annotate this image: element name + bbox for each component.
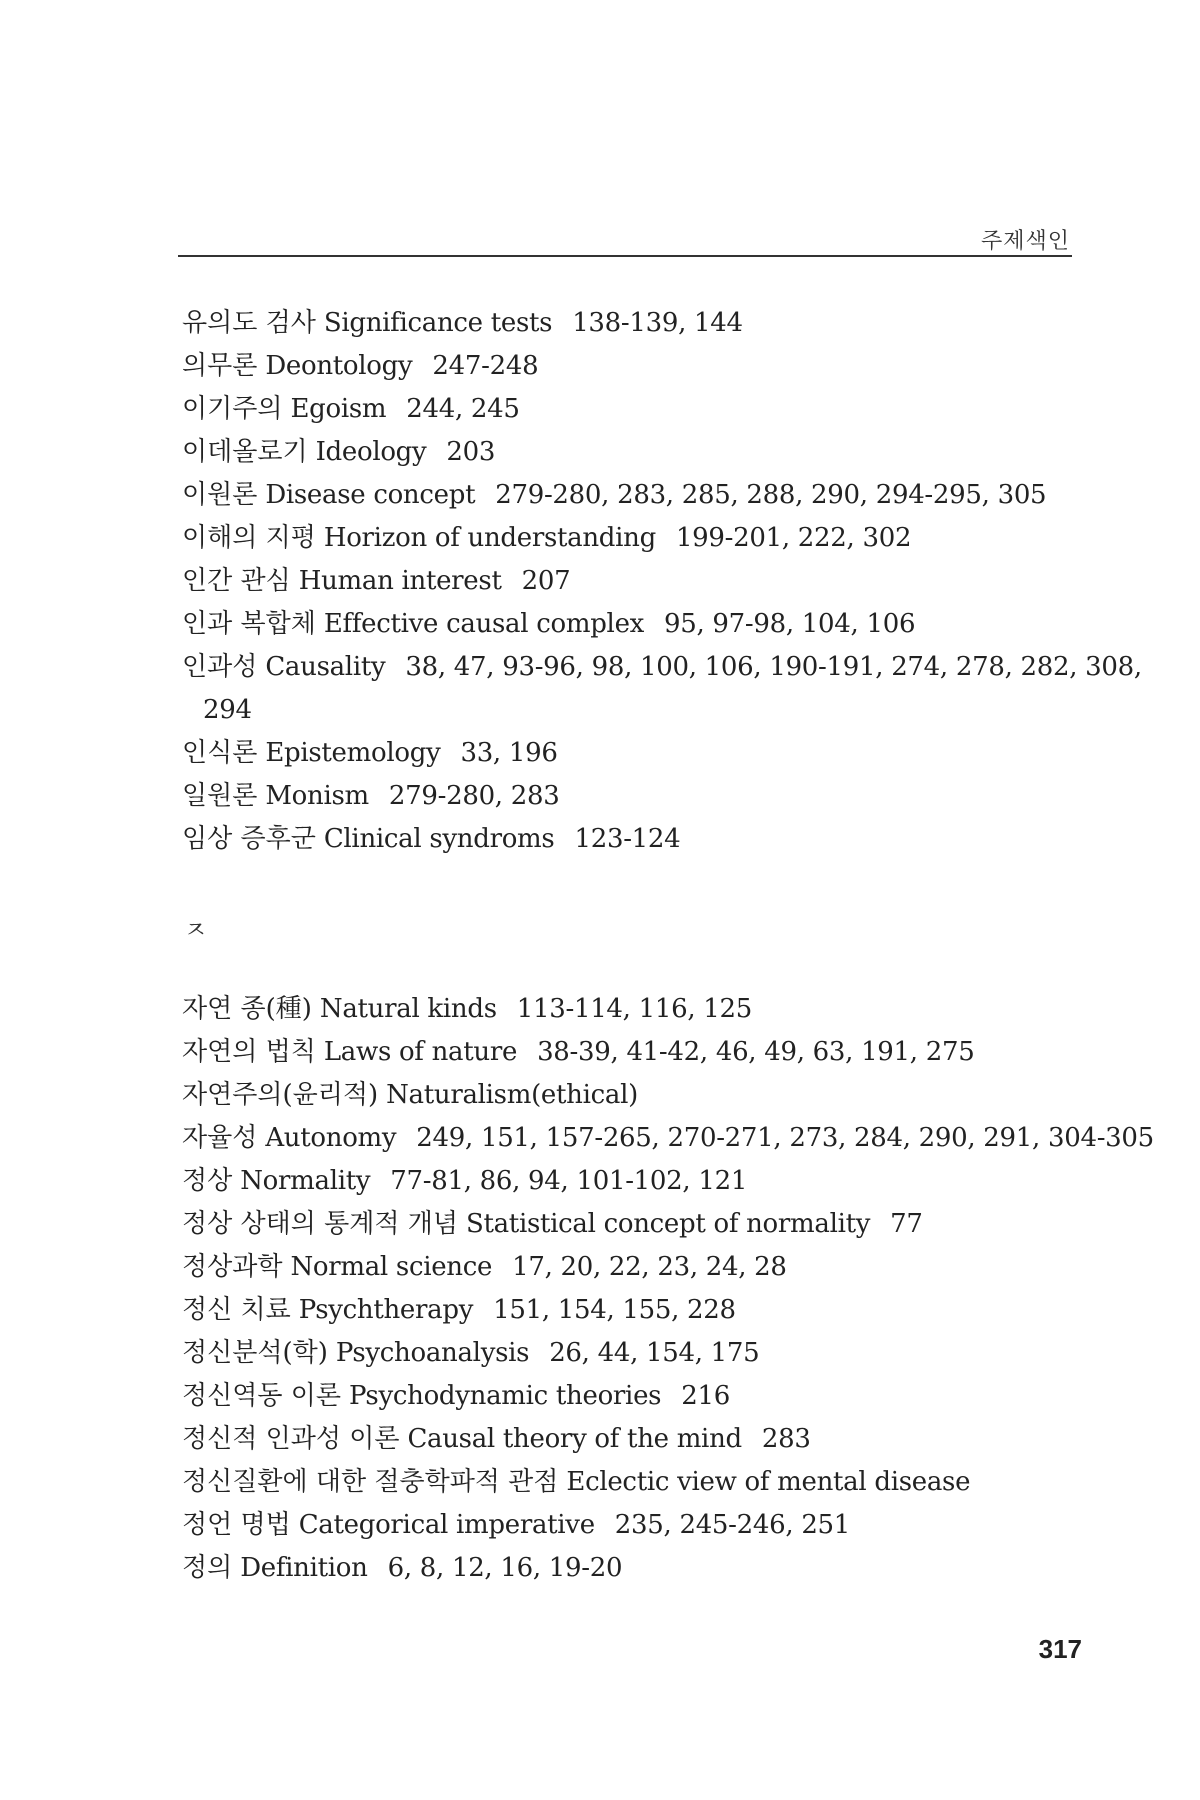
entry-korean-term: 인과 복합체 [182, 609, 316, 639]
entry-pages: 244, 245 [406, 394, 520, 424]
entry-english-term: Psychoanalysis [335, 1338, 530, 1368]
entry-korean-term: 정상과학 [182, 1252, 283, 1282]
entry-english-term: Human interest [298, 566, 502, 596]
entry-english-term: Statistical concept of normality [465, 1209, 871, 1239]
index-entry [182, 603, 1082, 646]
entry-korean-term: 인과성 [182, 652, 258, 682]
entry-korean-term: 정신역동 이론 [182, 1381, 341, 1411]
entry-pages: 207 [521, 566, 571, 596]
index-entry [182, 345, 1082, 388]
index-entry [182, 431, 1082, 474]
index-entry [182, 1332, 1082, 1375]
entry-pages: 77-81, 86, 94, 101-102, 121 [390, 1166, 748, 1196]
entry-korean-term: 정상 상태의 통계적 개념 [182, 1209, 458, 1239]
index-entry [182, 1160, 1082, 1203]
entry-english-term: Significance tests [323, 308, 553, 338]
entry-pages: 203 [446, 437, 496, 467]
entry-korean-term: 이기주의 [182, 394, 283, 424]
index-entry [182, 1031, 1082, 1074]
entry-english-term: Natural kinds [319, 994, 497, 1024]
entry-english-term: Naturalism(ethical) [386, 1080, 638, 1110]
entry-korean-term: 의무론 [182, 351, 258, 381]
index-entry [182, 988, 1082, 1031]
header-rule [178, 255, 1072, 257]
entry-korean-term: 인식론 [182, 738, 258, 768]
entry-english-term: Psychodynamic theories [348, 1381, 662, 1411]
index-entry [182, 1547, 1082, 1590]
entry-pages: 279-280, 283, 285, 288, 290, 294-295, 305 [495, 480, 1047, 510]
index-entry [182, 302, 1082, 345]
running-header-title: 주제색인 [980, 229, 1070, 254]
entry-pages: 113-114, 116, 125 [516, 994, 752, 1024]
entry-english-term: Normal science [290, 1252, 493, 1282]
entry-korean-term: 일원론 [182, 781, 258, 811]
entry-korean-term: 이데올로기 [182, 437, 308, 467]
entry-korean-term: 이원론 [182, 480, 258, 510]
entry-english-term: Psychtherapy [298, 1295, 474, 1325]
entry-english-term: Laws of nature [323, 1037, 518, 1067]
entry-korean-term: 이해의 지평 [182, 523, 316, 553]
entry-pages: 6, 8, 12, 16, 19-20 [387, 1553, 623, 1583]
index-entries-first [182, 302, 1142, 861]
entry-english-term: Categorical imperative [298, 1510, 595, 1540]
entry-pages: 249, 151, 157-265, 270-271, 273, 284, 290, 291, 304-305 [416, 1123, 1154, 1153]
index-entry [182, 1289, 1082, 1332]
entry-english-term: Effective causal complex [323, 609, 645, 639]
index-entry [182, 474, 1082, 517]
index-entry [182, 1117, 1154, 1160]
entry-pages: 235, 245-246, 251 [614, 1510, 851, 1540]
index-entry [182, 1375, 1082, 1418]
index-entry [182, 732, 1082, 775]
entry-pages: 247-248 [432, 351, 539, 381]
entry-korean-term: 정신 치료 [182, 1295, 291, 1325]
entry-korean-term: 임상 증후군 [182, 824, 316, 854]
entry-english-term: Causal theory of the mind [407, 1424, 742, 1454]
entry-pages: 17, 20, 22, 23, 24, 28 [512, 1252, 787, 1282]
entry-english-term: Causality [265, 652, 386, 682]
entry-pages: 77 [890, 1209, 923, 1239]
index-entry [182, 1418, 1082, 1461]
entry-pages: 38-39, 41-42, 46, 49, 63, 191, 275 [537, 1037, 975, 1067]
index-entry [182, 818, 1082, 861]
entry-english-term: Egoism [290, 394, 387, 424]
entry-korean-term: 자연 종(種) [182, 994, 312, 1024]
entry-korean-term: 정신질환에 대한 절충학파적 관점 [182, 1467, 559, 1497]
entry-english-term: Ideology [315, 437, 427, 467]
entry-pages: 151, 154, 155, 228 [493, 1295, 736, 1325]
index-entry [182, 1246, 1082, 1289]
entry-pages: 216 [681, 1381, 730, 1411]
entry-korean-term: 인간 관심 [182, 566, 291, 596]
index-entry [182, 388, 1082, 431]
entry-pages: 283 [761, 1424, 811, 1454]
entry-korean-term: 정신적 인과성 이론 [182, 1424, 400, 1454]
entry-english-term: Definition [240, 1553, 368, 1583]
entry-english-term: Clinical syndroms [323, 824, 555, 854]
entry-korean-term: 정신분석(학) [182, 1338, 328, 1368]
entry-korean-term: 정언 명법 [182, 1510, 291, 1540]
entry-pages: 138-139, 144 [572, 308, 743, 338]
index-entries-second [182, 988, 1154, 1590]
entry-korean-term: 자연의 법칙 [182, 1037, 316, 1067]
index-entry [182, 1504, 1082, 1547]
entry-korean-term: 자연주의(윤리적) [182, 1080, 379, 1110]
entry-pages: 123-124 [574, 824, 681, 854]
entry-pages: 33, 196 [460, 738, 558, 768]
entry-korean-term: 정상 [182, 1166, 233, 1196]
entry-korean-term: 유의도 검사 [182, 308, 316, 338]
index-entry [182, 560, 1082, 603]
entry-english-term: Autonomy [265, 1123, 397, 1153]
index-entry [182, 1074, 1082, 1117]
entry-pages: 199-201, 222, 302 [675, 523, 912, 553]
index-entry [182, 646, 1142, 689]
entry-pages: 38, 47, 93-96, 98, 100, 106, 190-191, 274, 278, 282, 308, [405, 652, 1142, 682]
entry-english-term: Deontology [265, 351, 413, 381]
entry-pages: 26, 44, 154, 175 [549, 1338, 760, 1368]
entry-english-term: Monism [265, 781, 369, 811]
entry-english-term: Epistemology [265, 738, 441, 768]
index-entry [182, 517, 1082, 560]
page-number: 317 [1038, 1634, 1082, 1664]
entry-english-term: Eclectic view of mental disease [566, 1467, 971, 1497]
index-entry [182, 1203, 1082, 1246]
entry-english-term: Horizon of understanding [323, 523, 656, 553]
entry-pages: 95, 97-98, 104, 106 [664, 609, 916, 639]
entry-korean-term: 정의 [182, 1553, 233, 1583]
entry-english-term: Normality [240, 1166, 371, 1196]
entry-pages-continued: 294 [203, 695, 252, 725]
entry-english-term: Disease concept [265, 480, 476, 510]
index-entry [182, 1461, 1082, 1504]
entry-korean-term: 자율성 [182, 1123, 258, 1153]
section-letter: ㅈ [184, 916, 208, 944]
entry-pages: 279-280, 283 [388, 781, 560, 811]
index-entry [182, 775, 1082, 818]
